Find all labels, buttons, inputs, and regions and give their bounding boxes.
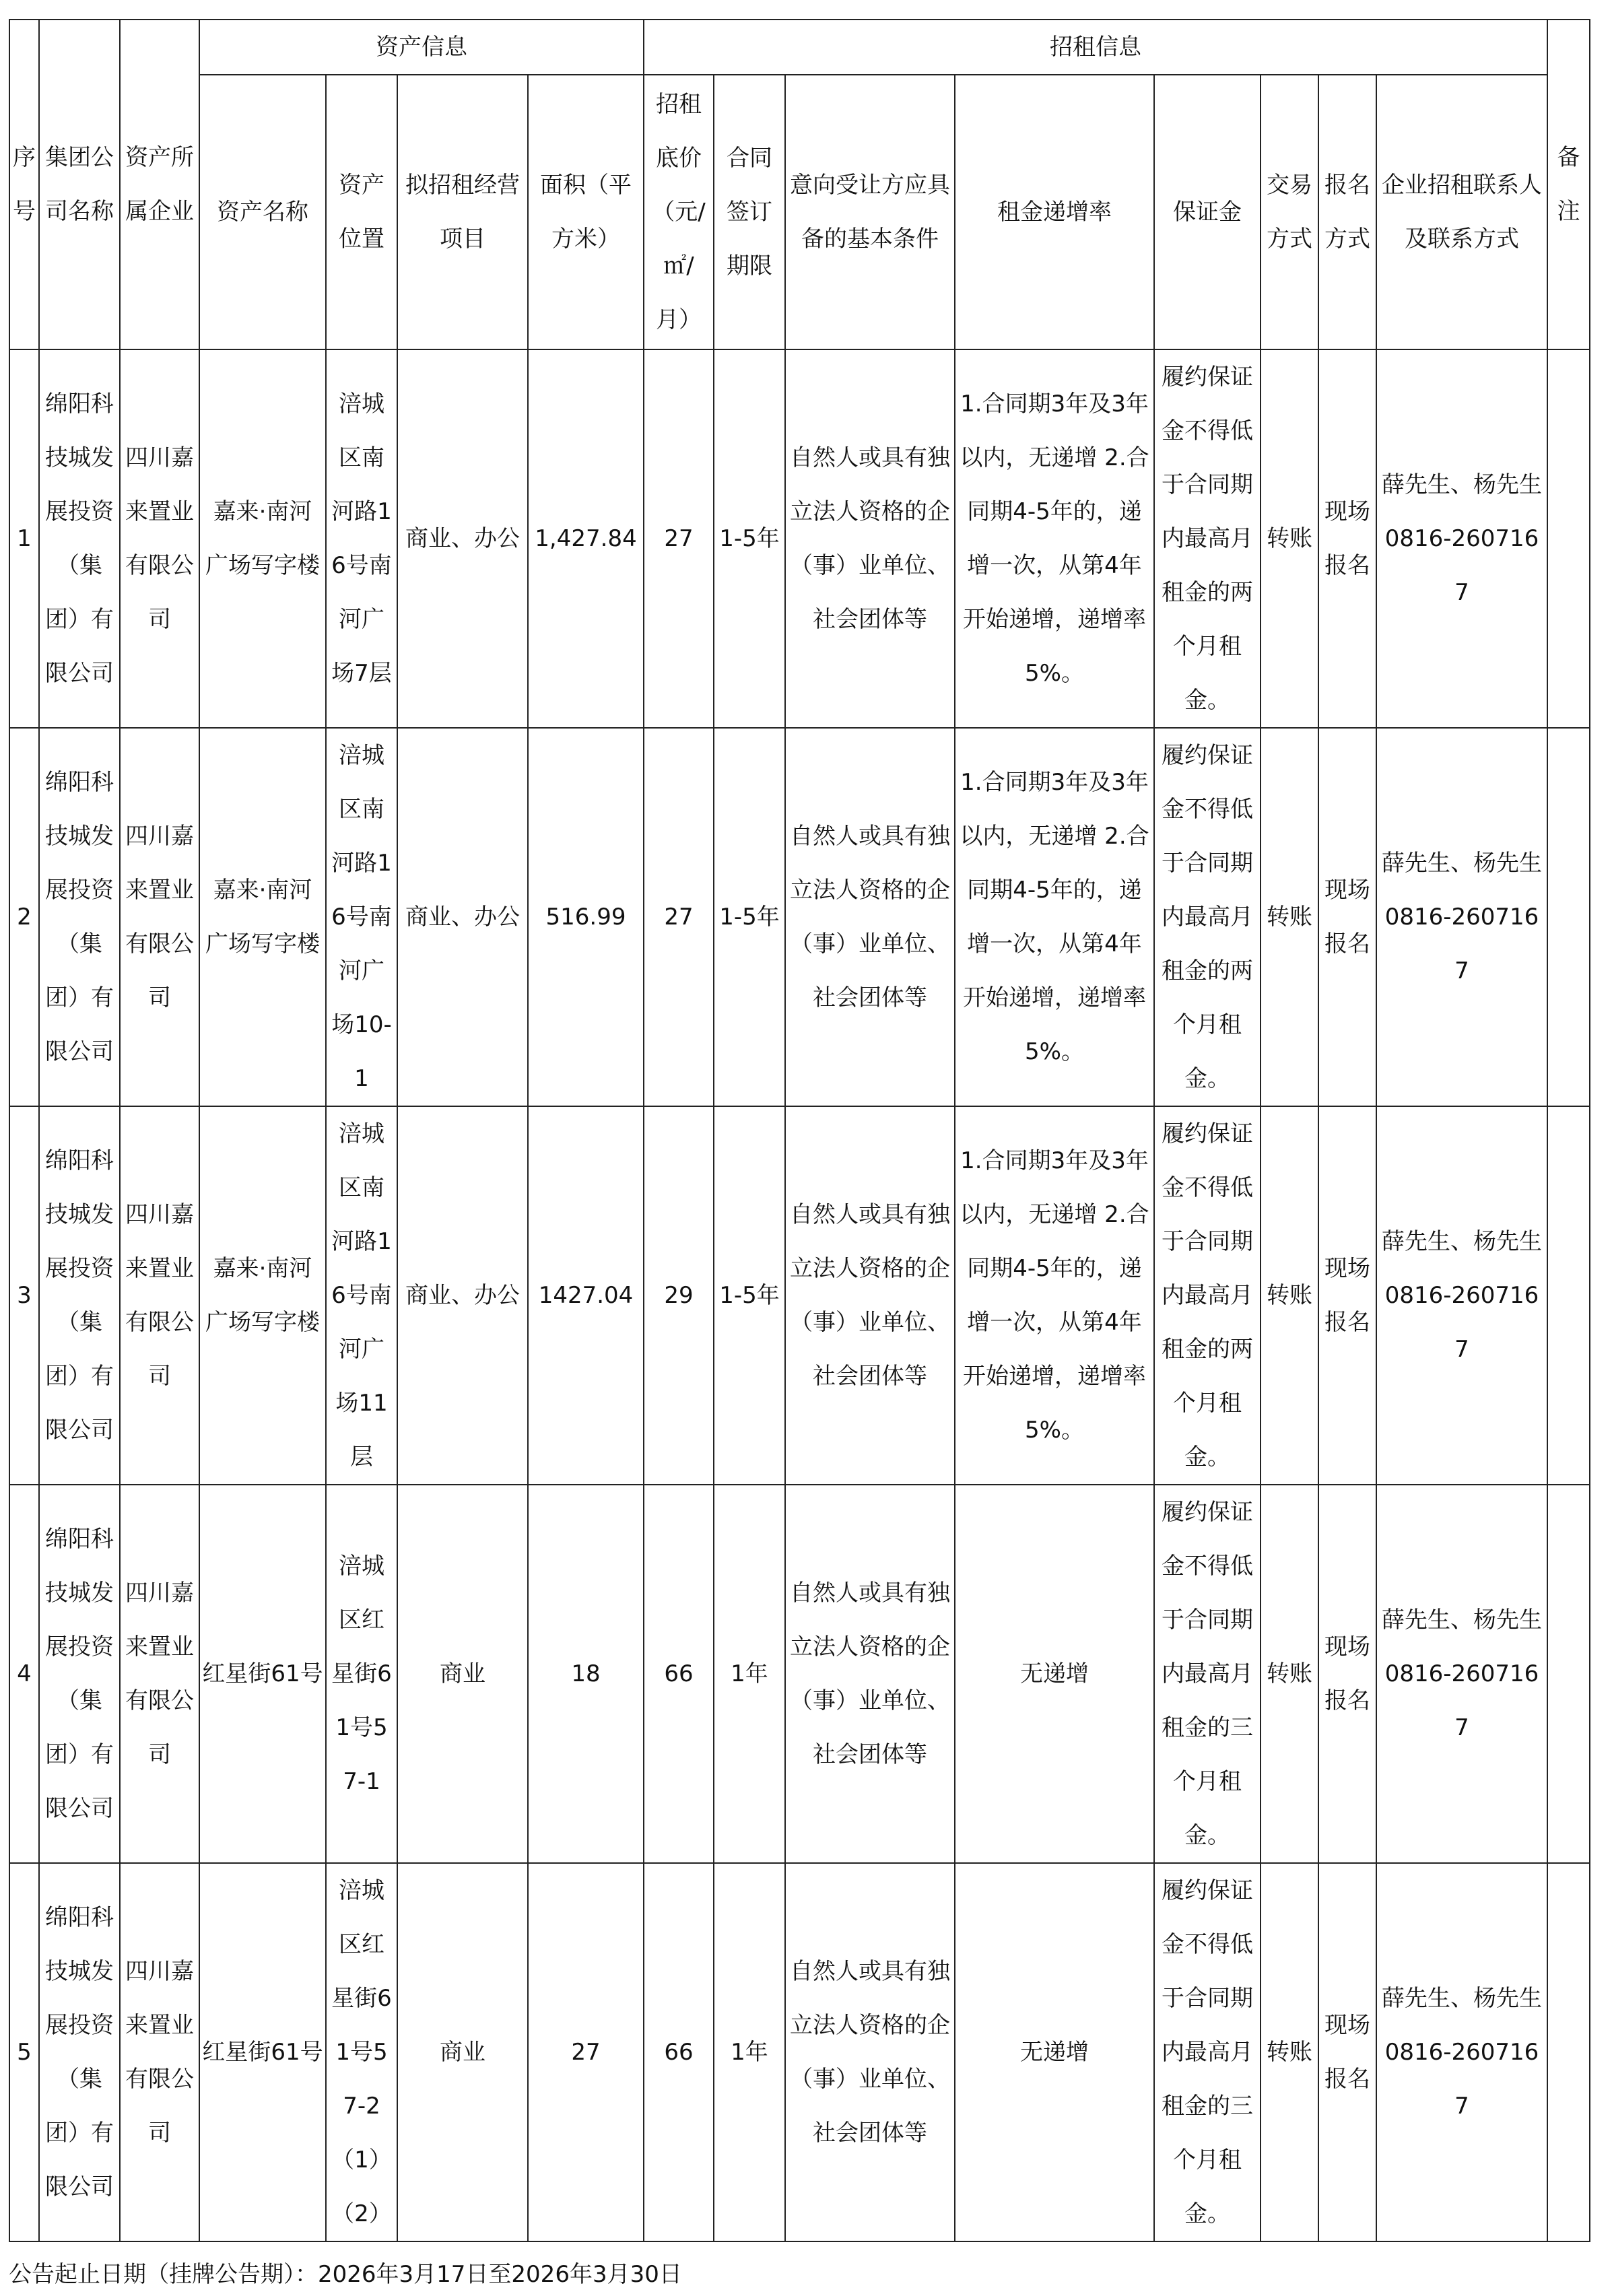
cell-price: 27 (644, 728, 714, 1106)
cell-area: 18 (528, 1485, 644, 1863)
cell-area: 1,427.84 (528, 349, 644, 728)
cell-group: 绵阳科技城发展投资（集团）有限公司 (39, 1106, 120, 1485)
cell-location: 涪城区红星街61号57-1 (326, 1485, 397, 1863)
cell-asset: 嘉来·南河广场写字楼 (199, 728, 326, 1106)
cell-remark (1547, 1863, 1590, 2241)
cell-condition: 自然人或具有独立法人资格的企（事）业单位、社会团体等 (785, 1106, 955, 1485)
header-row-2 (9, 75, 1590, 349)
header-rental-info: 招租信息 (644, 20, 1547, 75)
header-term: 合同签订期限 (714, 75, 785, 349)
header-remark: 备注 (1547, 20, 1590, 349)
cell-contact: 薛先生、杨先生0816-2607167 (1376, 1106, 1547, 1485)
cell-condition: 自然人或具有独立法人资格的企（事）业单位、社会团体等 (785, 728, 955, 1106)
cell-remark (1547, 1106, 1590, 1485)
cell-signup: 现场报名 (1318, 349, 1376, 728)
cell-trade: 转账 (1261, 349, 1318, 728)
cell-project: 商业、办公 (397, 1106, 528, 1485)
cell-term: 1年 (714, 1863, 785, 2241)
cell-remark (1547, 1485, 1590, 1863)
cell-term: 1-5年 (714, 728, 785, 1106)
cell-contact: 薛先生、杨先生0816-2607167 (1376, 728, 1547, 1106)
cell-asset: 嘉来·南河广场写字楼 (199, 1106, 326, 1485)
cell-term: 1-5年 (714, 349, 785, 728)
cell-trade: 转账 (1261, 728, 1318, 1106)
cell-company: 四川嘉来置业有限公司 (120, 349, 199, 728)
cell-area: 1427.04 (528, 1106, 644, 1485)
cell-price: 66 (644, 1863, 714, 2241)
cell-increase: 1.合同期3年及3年以内，无递增 2.合同期4-5年的，递增一次，从第4年开始递增，递增率5%。 (955, 728, 1154, 1106)
cell-deposit: 履约保证金不得低于合同期内最高月租金的三个月租金。 (1154, 1863, 1261, 2241)
cell-group: 绵阳科技城发展投资（集团）有限公司 (39, 728, 120, 1106)
cell-location: 涪城区南河路16号南河广场7层 (326, 349, 397, 728)
cell-company: 四川嘉来置业有限公司 (120, 1863, 199, 2241)
header-company: 资产所属企业 (120, 20, 199, 349)
cell-trade: 转账 (1261, 1485, 1318, 1863)
cell-increase: 1.合同期3年及3年以内，无递增 2.合同期4-5年的，递增一次，从第4年开始递增，递增率5%。 (955, 1106, 1154, 1485)
header-group: 集团公司名称 (39, 20, 120, 349)
cell-contact: 薛先生、杨先生0816-2607167 (1376, 1485, 1547, 1863)
cell-condition: 自然人或具有独立法人资格的企（事）业单位、社会团体等 (785, 1863, 955, 2241)
cell-area: 27 (528, 1863, 644, 2241)
cell-signup: 现场报名 (1318, 728, 1376, 1106)
header-asset-info: 资产信息 (199, 20, 644, 75)
table-row (9, 728, 1590, 1106)
table-row (9, 1863, 1590, 2241)
cell-location: 涪城区南河路16号南河广场10-1 (326, 728, 397, 1106)
header-increase: 租金递增率 (955, 75, 1154, 349)
cell-deposit: 履约保证金不得低于合同期内最高月租金的两个月租金。 (1154, 1106, 1261, 1485)
cell-signup: 现场报名 (1318, 1485, 1376, 1863)
header-contact: 企业招租联系人及联系方式 (1376, 75, 1547, 349)
cell-group: 绵阳科技城发展投资（集团）有限公司 (39, 349, 120, 728)
cell-increase: 无递增 (955, 1863, 1154, 2241)
cell-no: 5 (9, 1863, 39, 2241)
cell-increase: 1.合同期3年及3年以内，无递增 2.合同期4-5年的，递增一次，从第4年开始递增，递增率5%。 (955, 349, 1154, 728)
cell-company: 四川嘉来置业有限公司 (120, 1106, 199, 1485)
cell-project: 商业 (397, 1863, 528, 2241)
header-row-1 (9, 20, 1590, 75)
cell-company: 四川嘉来置业有限公司 (120, 1485, 199, 1863)
cell-asset: 红星街61号 (199, 1485, 326, 1863)
cell-asset: 嘉来·南河广场写字楼 (199, 349, 326, 728)
cell-area: 516.99 (528, 728, 644, 1106)
cell-company: 四川嘉来置业有限公司 (120, 728, 199, 1106)
cell-price: 66 (644, 1485, 714, 1863)
cell-no: 3 (9, 1106, 39, 1485)
cell-group: 绵阳科技城发展投资（集团）有限公司 (39, 1863, 120, 2241)
cell-no: 1 (9, 349, 39, 728)
cell-trade: 转账 (1261, 1863, 1318, 2241)
cell-price: 29 (644, 1106, 714, 1485)
cell-deposit: 履约保证金不得低于合同期内最高月租金的两个月租金。 (1154, 349, 1261, 728)
cell-no: 2 (9, 728, 39, 1106)
header-trade: 交易方式 (1261, 75, 1318, 349)
table-row (9, 1106, 1590, 1485)
cell-location: 涪城区红星街61号57-2（1）（2） (326, 1863, 397, 2241)
cell-contact: 薛先生、杨先生0816-2607167 (1376, 349, 1547, 728)
cell-location: 涪城区南河路16号南河广场11层 (326, 1106, 397, 1485)
cell-project: 商业 (397, 1485, 528, 1863)
cell-group: 绵阳科技城发展投资（集团）有限公司 (39, 1485, 120, 1863)
header-signup: 报名方式 (1318, 75, 1376, 349)
header-project: 拟招租经营项目 (397, 75, 528, 349)
header-area: 面积（平方米） (528, 75, 644, 349)
cell-contact: 薛先生、杨先生0816-2607167 (1376, 1863, 1547, 2241)
cell-trade: 转账 (1261, 1106, 1318, 1485)
cell-price: 27 (644, 349, 714, 728)
cell-deposit: 履约保证金不得低于合同期内最高月租金的三个月租金。 (1154, 1485, 1261, 1863)
cell-project: 商业、办公 (397, 349, 528, 728)
table-row (9, 1485, 1590, 1863)
cell-term: 1-5年 (714, 1106, 785, 1485)
cell-remark (1547, 728, 1590, 1106)
header-condition: 意向受让方应具备的基本条件 (785, 75, 955, 349)
cell-asset: 红星街61号 (199, 1863, 326, 2241)
header-no: 序号 (9, 20, 39, 349)
cell-increase: 无递增 (955, 1485, 1154, 1863)
cell-deposit: 履约保证金不得低于合同期内最高月租金的两个月租金。 (1154, 728, 1261, 1106)
cell-signup: 现场报名 (1318, 1863, 1376, 2241)
cell-term: 1年 (714, 1485, 785, 1863)
header-deposit: 保证金 (1154, 75, 1261, 349)
cell-remark (1547, 349, 1590, 728)
announcement-period: 公告起止日期（挂牌公告期）：2026年3月17日至2026年3月30日 (9, 2261, 682, 2288)
cell-no: 4 (9, 1485, 39, 1863)
cell-condition: 自然人或具有独立法人资格的企（事）业单位、社会团体等 (785, 349, 955, 728)
rental-table (9, 19, 1590, 2242)
cell-project: 商业、办公 (397, 728, 528, 1106)
cell-condition: 自然人或具有独立法人资格的企（事）业单位、社会团体等 (785, 1485, 955, 1863)
table-row (9, 349, 1590, 728)
header-asset-name: 资产名称 (199, 75, 326, 349)
cell-signup: 现场报名 (1318, 1106, 1376, 1485)
header-price: 招租底价（元/㎡/月） (644, 75, 714, 349)
header-location: 资产位置 (326, 75, 397, 349)
